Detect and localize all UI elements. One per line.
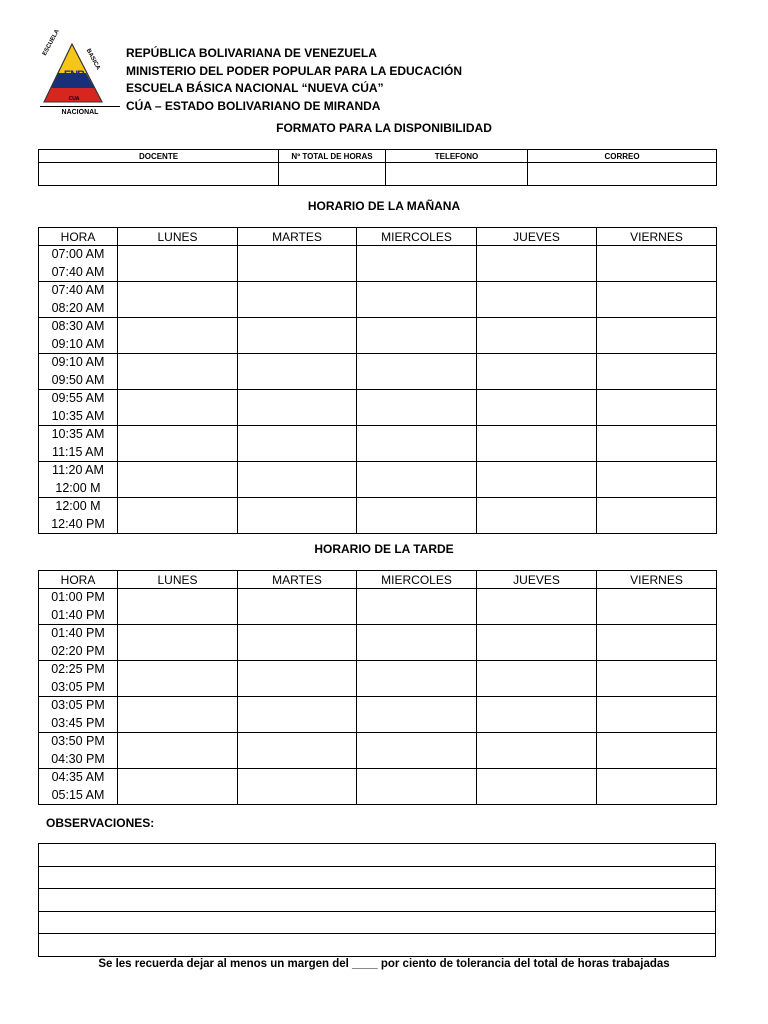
morning-slots xyxy=(39,246,717,534)
wednesday-availability-cell[interactable] xyxy=(357,625,477,661)
friday-availability-cell[interactable] xyxy=(597,661,717,697)
time-slot-end: 03:45 PM xyxy=(51,715,105,730)
monday-availability-cell[interactable] xyxy=(118,318,238,354)
monday-availability-cell[interactable] xyxy=(118,462,238,498)
monday-availability-cell[interactable] xyxy=(118,769,238,805)
thursday-availability-cell[interactable] xyxy=(477,697,597,733)
wednesday-availability-cell[interactable] xyxy=(357,426,477,462)
wednesday-availability-cell[interactable] xyxy=(357,498,477,534)
thursday-availability-cell[interactable] xyxy=(477,246,597,282)
schedule-row xyxy=(39,390,717,426)
observation-line xyxy=(39,911,716,934)
observation-field[interactable] xyxy=(39,866,716,889)
friday-availability-cell[interactable] xyxy=(597,282,717,318)
monday-availability-cell[interactable] xyxy=(118,282,238,318)
logo-caption: NACIONAL xyxy=(40,106,120,116)
friday-availability-cell[interactable] xyxy=(597,625,717,661)
thursday-column-header: JUEVES xyxy=(477,228,597,246)
monday-availability-cell[interactable] xyxy=(118,661,238,697)
friday-availability-cell[interactable] xyxy=(597,733,717,769)
thursday-availability-cell[interactable] xyxy=(477,625,597,661)
friday-availability-cell[interactable] xyxy=(597,589,717,625)
tuesday-availability-cell[interactable] xyxy=(238,282,357,318)
morning-schedule-table xyxy=(38,227,717,534)
afternoon-schedule-table xyxy=(38,570,717,805)
friday-availability-cell[interactable] xyxy=(597,697,717,733)
email-field[interactable] xyxy=(528,163,717,186)
time-slot-cell xyxy=(39,462,118,498)
monday-availability-cell[interactable] xyxy=(118,625,238,661)
tuesday-availability-cell[interactable] xyxy=(238,697,357,733)
time-slot-cell xyxy=(39,354,118,390)
header-line: ESCUELA BÁSICA NACIONAL “NUEVA CÚA” xyxy=(126,81,384,96)
logo-arc-left: ESCUELA xyxy=(42,28,61,57)
email-header: CORREO xyxy=(528,150,717,163)
wednesday-availability-cell[interactable] xyxy=(357,769,477,805)
wednesday-availability-cell[interactable] xyxy=(357,462,477,498)
schedule-row xyxy=(39,697,717,733)
total-hours-header: Nº TOTAL DE HORAS xyxy=(279,150,386,163)
time-slot-end: 12:40 PM xyxy=(51,516,105,531)
logo-arc-right: BASICA xyxy=(84,48,101,72)
tuesday-column-header: MARTES xyxy=(238,571,357,589)
friday-availability-cell[interactable] xyxy=(597,354,717,390)
wednesday-availability-cell[interactable] xyxy=(357,390,477,426)
time-slot-cell xyxy=(39,697,118,733)
thursday-availability-cell[interactable] xyxy=(477,462,597,498)
schedule-row xyxy=(39,589,717,625)
observation-line xyxy=(39,866,716,889)
schedule-row xyxy=(39,426,717,462)
schedule-row xyxy=(39,282,717,318)
monday-availability-cell[interactable] xyxy=(118,498,238,534)
time-slot-end: 01:40 PM xyxy=(51,607,105,622)
time-slot-end: 09:10 AM xyxy=(51,336,105,351)
observation-field[interactable] xyxy=(39,911,716,934)
time-slot-end: 04:30 PM xyxy=(51,751,105,766)
thursday-availability-cell[interactable] xyxy=(477,282,597,318)
thursday-availability-cell[interactable] xyxy=(477,354,597,390)
time-slot-start: 01:00 PM xyxy=(51,590,105,604)
monday-availability-cell[interactable] xyxy=(118,354,238,390)
observation-line xyxy=(39,844,716,867)
tuesday-availability-cell[interactable] xyxy=(238,769,357,805)
time-slot-start: 08:30 AM xyxy=(51,319,105,333)
phone-header: TELEFONO xyxy=(386,150,528,163)
footer-note: Se les recuerda dejar al menos un margen del ____ por ciento de tolerancia del total de horas trabajadas xyxy=(98,958,670,970)
observation-field[interactable] xyxy=(39,934,716,957)
monday-availability-cell[interactable] xyxy=(118,733,238,769)
thursday-availability-cell[interactable] xyxy=(477,733,597,769)
logo-small-text: CUA xyxy=(68,96,80,102)
hour-column-header: HORA xyxy=(39,228,118,246)
friday-availability-cell[interactable] xyxy=(597,498,717,534)
friday-availability-cell[interactable] xyxy=(597,462,717,498)
header-line: REPÚBLICA BOLIVARIANA DE VENEZUELA xyxy=(126,46,377,60)
monday-availability-cell[interactable] xyxy=(118,589,238,625)
time-slot-cell xyxy=(39,282,118,318)
thursday-availability-cell[interactable] xyxy=(477,498,597,534)
institution-header xyxy=(126,45,462,115)
friday-availability-cell[interactable] xyxy=(597,246,717,282)
observations-label: OBSERVACIONES: xyxy=(46,816,155,830)
school-logo xyxy=(40,28,122,118)
wednesday-column-header: MIERCOLES xyxy=(357,571,477,589)
schedule-row xyxy=(39,498,717,534)
time-slot-start: 10:35 AM xyxy=(51,427,105,441)
friday-availability-cell[interactable] xyxy=(597,426,717,462)
schedule-row xyxy=(39,318,717,354)
time-slot-end: 07:40 AM xyxy=(51,264,105,279)
friday-availability-cell[interactable] xyxy=(597,318,717,354)
time-slot-end: 03:05 PM xyxy=(51,679,105,694)
header-line: MINISTERIO DEL PODER POPULAR PARA LA EDUCACIÓN xyxy=(126,63,463,78)
schedule-row xyxy=(39,354,717,390)
time-slot-start: 04:35 AM xyxy=(51,770,105,784)
tuesday-availability-cell[interactable] xyxy=(238,354,357,390)
schedule-row xyxy=(39,661,717,697)
tuesday-availability-cell[interactable] xyxy=(238,462,357,498)
time-slot-end: 09:50 AM xyxy=(51,372,105,387)
tuesday-availability-cell[interactable] xyxy=(238,498,357,534)
time-slot-start: 03:50 PM xyxy=(51,734,105,748)
tuesday-availability-cell[interactable] xyxy=(238,733,357,769)
friday-availability-cell[interactable] xyxy=(597,769,717,805)
schedule-row xyxy=(39,769,717,805)
wednesday-availability-cell[interactable] xyxy=(357,661,477,697)
monday-availability-cell[interactable] xyxy=(118,697,238,733)
time-slot-start: 11:20 AM xyxy=(52,463,104,477)
observation-field[interactable] xyxy=(39,844,716,867)
time-slot-start: 07:00 AM xyxy=(51,247,105,261)
time-slot-cell xyxy=(39,769,118,805)
time-slot-cell xyxy=(39,661,118,697)
time-slot-cell xyxy=(39,318,118,354)
time-slot-end: 08:20 AM xyxy=(51,300,105,315)
time-slot-cell xyxy=(39,246,118,282)
tuesday-availability-cell[interactable] xyxy=(238,246,357,282)
time-slot-cell xyxy=(39,733,118,769)
time-slot-end: 12:00 M xyxy=(55,480,101,495)
phone-field[interactable] xyxy=(386,163,528,186)
logo-monogram: ENB xyxy=(63,69,85,81)
monday-column-header: LUNES xyxy=(118,228,238,246)
tuesday-availability-cell[interactable] xyxy=(238,426,357,462)
time-slot-start: 03:05 PM xyxy=(51,698,105,712)
time-slot-start: 09:10 AM xyxy=(51,355,105,369)
time-slot-cell xyxy=(39,498,118,534)
form-title: FORMATO PARA LA DISPONIBILIDAD xyxy=(276,121,492,135)
observation-line xyxy=(39,889,716,912)
thursday-column-header: JUEVES xyxy=(477,571,597,589)
tuesday-availability-cell[interactable] xyxy=(238,625,357,661)
tuesday-column-header: MARTES xyxy=(238,228,357,246)
tuesday-availability-cell[interactable] xyxy=(238,589,357,625)
time-slot-start: 02:25 PM xyxy=(51,662,105,676)
time-slot-end: 05:15 AM xyxy=(51,787,105,802)
friday-availability-cell[interactable] xyxy=(597,390,717,426)
time-slot-end: 10:35 AM xyxy=(51,408,105,423)
wednesday-availability-cell[interactable] xyxy=(357,354,477,390)
observation-line xyxy=(39,934,716,957)
time-slot-end: 02:20 PM xyxy=(51,643,105,658)
time-slot-cell xyxy=(39,390,118,426)
friday-column-header: VIERNES xyxy=(597,571,717,589)
time-slot-start: 01:40 PM xyxy=(51,626,105,640)
time-slot-cell xyxy=(39,625,118,661)
tuesday-availability-cell[interactable] xyxy=(238,318,357,354)
wednesday-availability-cell[interactable] xyxy=(357,246,477,282)
thursday-availability-cell[interactable] xyxy=(477,661,597,697)
thursday-availability-cell[interactable] xyxy=(477,769,597,805)
observations-table xyxy=(38,843,716,957)
docente-header: DOCENTE xyxy=(39,150,279,163)
time-slot-cell xyxy=(39,426,118,462)
afternoon-slots xyxy=(39,589,717,805)
hour-column-header: HORA xyxy=(39,571,118,589)
wednesday-availability-cell[interactable] xyxy=(357,318,477,354)
docente-field[interactable] xyxy=(39,163,279,186)
time-slot-end: 11:15 AM xyxy=(52,444,104,459)
monday-availability-cell[interactable] xyxy=(118,390,238,426)
tuesday-availability-cell[interactable] xyxy=(238,390,357,426)
wednesday-column-header: MIERCOLES xyxy=(357,228,477,246)
observation-field[interactable] xyxy=(39,889,716,912)
time-slot-cell xyxy=(39,589,118,625)
observations-lines xyxy=(39,844,716,957)
header-line: CÚA – ESTADO BOLIVARIANO DE MIRANDA xyxy=(126,98,381,113)
afternoon-title: HORARIO DE LA TARDE xyxy=(314,542,454,556)
thursday-availability-cell[interactable] xyxy=(477,318,597,354)
time-slot-start: 12:00 M xyxy=(55,499,101,513)
wednesday-availability-cell[interactable] xyxy=(357,733,477,769)
tuesday-availability-cell[interactable] xyxy=(238,661,357,697)
wednesday-availability-cell[interactable] xyxy=(357,589,477,625)
schedule-row xyxy=(39,625,717,661)
morning-title: HORARIO DE LA MAÑANA xyxy=(307,199,461,213)
friday-column-header: VIERNES xyxy=(597,228,717,246)
monday-availability-cell[interactable] xyxy=(118,426,238,462)
total-hours-field[interactable] xyxy=(279,163,386,186)
schedule-row xyxy=(39,462,717,498)
thursday-availability-cell[interactable] xyxy=(477,426,597,462)
schedule-row xyxy=(39,733,717,769)
time-slot-start: 07:40 AM xyxy=(51,283,105,297)
thursday-availability-cell[interactable] xyxy=(477,390,597,426)
monday-availability-cell[interactable] xyxy=(118,246,238,282)
wednesday-availability-cell[interactable] xyxy=(357,697,477,733)
schedule-row xyxy=(39,246,717,282)
teacher-info-table xyxy=(38,149,717,186)
wednesday-availability-cell[interactable] xyxy=(357,282,477,318)
thursday-availability-cell[interactable] xyxy=(477,589,597,625)
monday-column-header: LUNES xyxy=(118,571,238,589)
time-slot-start: 09:55 AM xyxy=(51,391,105,405)
